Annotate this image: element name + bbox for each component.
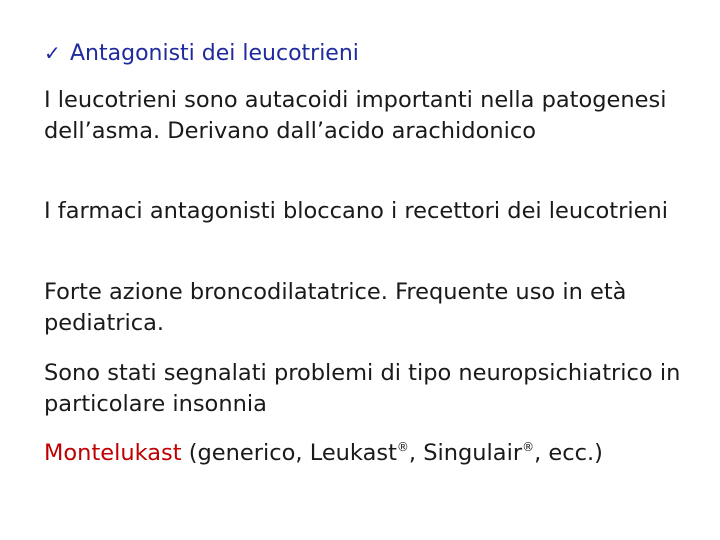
drug-text-2: , Singulair bbox=[408, 440, 523, 466]
paragraph-broncodilatatrice: Forte azione broncodilatatrice. Frequente uso in età pediatrica. bbox=[44, 279, 627, 336]
paragraph-leucotrieni: I leucotrieni sono autacoidi importanti nella patogenesi dell’asma. Derivano dall’acido arachidonico bbox=[44, 87, 667, 144]
paragraph-drugs bbox=[44, 438, 704, 469]
checkmark-icon: ✓ bbox=[44, 41, 61, 65]
drug-text-3: , ecc.) bbox=[534, 440, 603, 466]
drug-text-1: (generico, Leukast bbox=[181, 440, 397, 466]
drug-name-montelukast: Montelukast bbox=[44, 440, 182, 466]
paragraph-problemi: Sono stati segnalati problemi di tipo neuropsichiatrico in particolare insonnia bbox=[44, 360, 681, 417]
registered-mark: ® bbox=[396, 440, 409, 454]
paragraph-farmaci: I farmaci antagonisti bloccano i recettori dei leucotrieni bbox=[44, 198, 668, 224]
heading-text: Antagonisti dei leucotrieni bbox=[70, 41, 359, 66]
registered-mark: ® bbox=[522, 440, 535, 454]
slide-heading bbox=[44, 38, 359, 69]
